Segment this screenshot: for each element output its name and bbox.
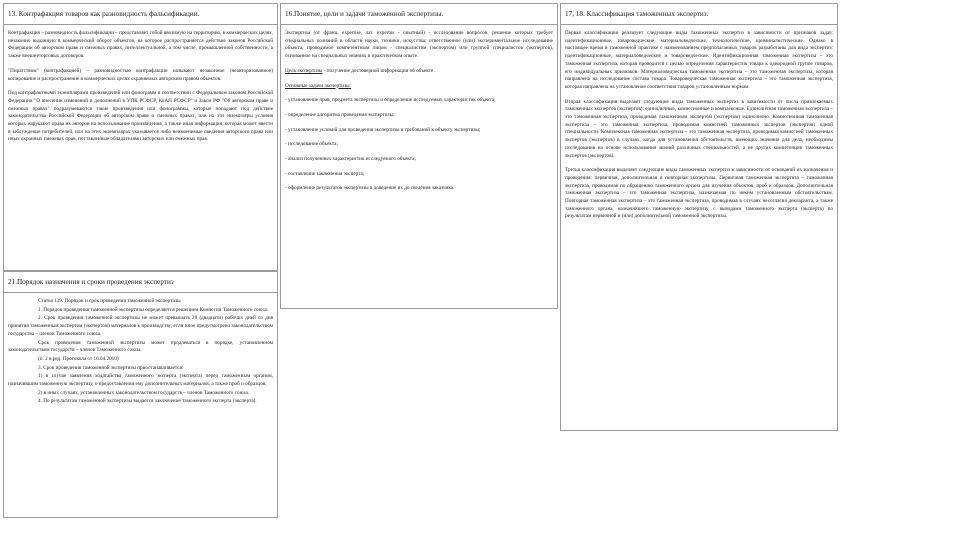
article-139-point-3: 3. Срок проведения таможенной экспертизы приостанавливается: — [38, 364, 184, 371]
section-21-body — [4, 293, 277, 411]
expertise-goal — [285, 68, 553, 76]
task-item: - определение алгоритма проведения экспертизы; — [285, 111, 395, 118]
task-item: - анализ полученных характеристик исследуемого объекта; — [285, 156, 416, 163]
expertise-definition: Экспертиза (от франц. expertise, лат. expertus - опытный) - исследование вопросов, решение которых требует специальных познаний в области науки, техники, искусства; ответственное (или) экспериментальное исследование объекта, проводимое компетентным лицом - специалистом (экспертом) или группой специалистов (экспертов), основанное на специальных знаниях и практическом опыте. — [285, 30, 553, 60]
article-139-point-4: 4. По результатам таможенной экспертизы выдается заключение таможенного эксперта (эксперта). — [38, 398, 257, 405]
section-13-body — [4, 25, 277, 155]
section-16-title: 16.Понятие, цели и задачи таможенной экспертизы. — [281, 4, 557, 25]
section-13-title: 13. Контрафакция товаров как разновидность фальсификации. — [4, 4, 277, 25]
task-item: - оформление результатов экспертизы в доведение их до сведения заказчика. — [285, 185, 455, 192]
classification-third: Третья классификация выделяет следующие виды таможенных экспертиз в зависимости от оснований их назначения и проведения: первичная, дополнительная и повторная экспертизы. Первичная таможенная экспертиза – таможенная экспертиза, проводимая по обращению таможенного органа для изучения объектов, проб и образцов. Дополнительная таможенная экспертиза – это таможенная экспертиза, назначаемая по неким установленным обстоятельствам. Повторная таможенная экспертиза – это таможенная экспертиза, проводимая в случаях несогласия декларанта, а также таможенного органа, назначившего таможенную экспертизу, с выводами таможенного эксперта (эксперта) по результатам первичной и (или) дополнительной таможенной экспертизы. — [565, 167, 833, 220]
section-13-paragraph-3: Под контрафактными экземплярами произведений или фонограмм в соответствии с Федеральным законом Российской Федерации "О внесении изменений и дополнений в УПК РСФСР, КоАП РСФСР" и Закон РФ "Об авторском праве и смежных правах" подразумеваются такие произведения или фонограммы, которые попадают под действие законодательства Российской Федерации об авторском праве и смежных правах, или на эти экземпляры условия которых нарушают права их авторов на использование произведения, а также иная информация, которая может ввести в заблуждение потребителей, или на этих экземплярах указывается либо неизменимые сведения авторского права или иных охранных смежных прав, поставленные обладателями авторских или смежных прав. — [8, 90, 273, 143]
classification-second: Вторая классификация выделяет следующие виды таможенных экспертиз в зависимости от числа привлекаемых таможенных экспертов (экспертов): единоличные, комиссионные и комплексные. Единоличная таможенная экспертиза – это таможенная экспертиза, проводимая таможенным экспертом (экспертом) единолично. Комиссионная таможенная экспертиза – это таможенная экспертиза, проводимая комиссией таможенных экспертов (экспертов) одной специальности. Комплексная таможенная экспертиза – это таможенная экспертиза, проводимая комиссией таможенных экспертов (экспертов) в случаях, когда для установления обстоятельств, имеющих значение для дела, необходимы исследования на основе использования знаний различных специальностей, а не других компетенции таможенных экспертов (экспертов). — [565, 98, 833, 159]
task-item: - установление прав, предмета экспертизы и определение исследуемых характеристик объекта; — [285, 97, 496, 104]
section-16-box — [280, 3, 558, 309]
task-item: - установление условий для проведения экспертизы в требований к объекту экспертизы; — [285, 126, 481, 133]
article-139-point-1: 1. Порядок проведения таможенной экспертизы определяется решением Комиссии Таможенного союза. — [38, 306, 269, 313]
task-item: - исследование объекта; — [285, 141, 338, 148]
goal-label: Цель экспертизы — [285, 67, 323, 74]
article-139-heading: Статья 139. Порядок и срок проведения таможенной экспертизы — [38, 298, 181, 304]
section-17-18-title: 17, 18. Классификация таможенных экспертиз. — [561, 4, 837, 25]
section-17-18-box — [560, 3, 838, 431]
goal-text: - получение достоверной информации об объекте. — [322, 67, 435, 74]
task-item: - составление заключения эксперта; — [285, 170, 365, 177]
tasks-heading: Основные задачи экспертизы: — [285, 82, 352, 89]
article-139-point-3-2: 2) в иных случаях, установленных законодательством государств – членов Таможенного союза. — [38, 389, 250, 396]
section-16-body — [281, 25, 557, 204]
section-17-18-body — [561, 25, 837, 232]
article-139-point-2: 2. Срок проведения таможенной экспертизы не может превышать 20 (двадцати) рабочих дней со дня принятия таможенным экспертом (экспертом) материалов к производству, если иное предусмотрено законодательством государства – членов Таможенного союза. — [8, 315, 273, 337]
classification-first: Первая классификация реализует следующие виды таможенных экспертиз в зависимости от признаков задач: идентификационные, товароведческие, материаловедческие, технологические, криминалистические. Однако в настоящее время в таможенной практике с наименованием предполагаемых товаров разработаны для вида экспертиз: идентификационные, материаловедческие и товароведческие. Идентификационная таможенная экспертиза – это таможенная экспертиза, которая проводится с целью определения характеристик товара к однородной группе товаров, его индивидуальных признаков. Материаловедческая таможенная экспертиза – это таможенная экспертиза, которая направлена на исследование состава товара. Товароведческая таможенная экспертиза – это таможенная экспертиза, которая направлена на установление соответствия товаров установленным нормам. — [565, 30, 833, 90]
article-139-extension: Срок проведения таможенной экспертизы может продлеваться в порядке, установленном законодательством государств – членов Таможенного союза. — [8, 339, 273, 354]
article-139-amendment: (п. 2 в ред. Протокола от 16.04.2010) — [38, 355, 119, 362]
section-13-paragraph-1: Контрафакция – разновидность фальсификации – представляет собой ввозимую на территорию, в коммерческих целях, незаконно выданную в коммерческий оборот объектов, на которое распространяется действие законов Российской Федерации об авторском праве и смежных правах, интеллектуальной, а том числе, промышленной собственности, а также внешнеторговых договоров. — [8, 30, 273, 60]
section-13-box — [3, 3, 278, 271]
section-21-box — [3, 271, 278, 518]
article-139-point-3-1: 1) в случае заявления ходатайства таможенного эксперта (эксперта) перед таможенным органом, назначившим таможенную экспертизу, о предоставлении ему дополнительных материалов, а также проб и образцов; — [8, 373, 273, 388]
section-21-title: 21.Порядок назначения и сроки проведения экспертиз — [4, 272, 277, 293]
section-13-paragraph-2: "Пиратством" (контрафакцией) – разновидностью контрафакции называют незаконное (неавторизованное) копирование и распространение в коммерческих целях охраняемых авторским правом объектов. — [8, 67, 273, 82]
